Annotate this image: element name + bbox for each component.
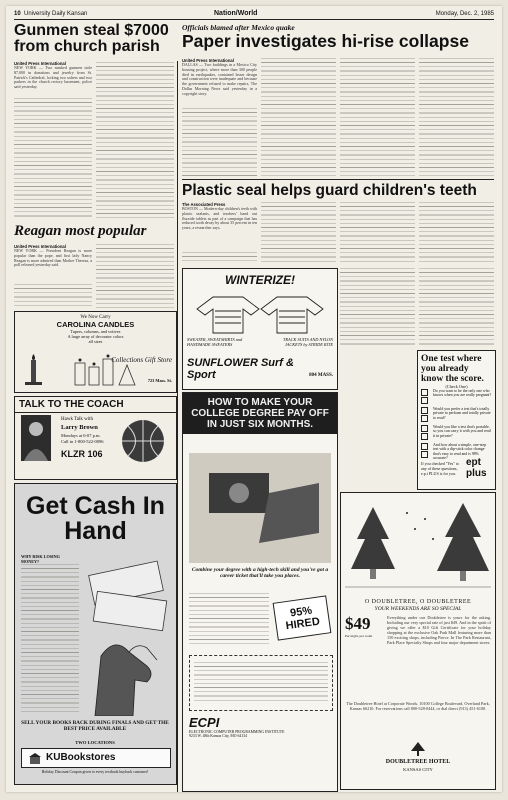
coach-ad	[14, 396, 177, 480]
doubletree-city: KANSAS CITY	[403, 767, 433, 772]
college-sub: Combine your degree with a high-tech skill and you've got a career ticket that'll take you places.	[191, 567, 329, 579]
plastic-body-col3	[340, 202, 415, 264]
basketball-icon	[117, 417, 169, 465]
college-address: 9233 W. 48th Kansas City, MO 64134	[189, 734, 247, 738]
college-headline: HOW TO MAKE YOUR COLLEGE DEGREE PAY OFF IN JUST SIX MONTHS.	[183, 393, 337, 434]
test-checkboxes	[421, 443, 431, 461]
doubletree-kicker: O DOUBLETREE, O DOUBLETREE	[364, 599, 472, 605]
college-brand-sub: ELECTRONIC COMPUTER PROGRAMMING INSTITUTE	[189, 730, 285, 734]
test-question: Would you like a test that's portable, so you can carry it with you and read it in private?	[433, 425, 491, 438]
mexico-body-col1	[182, 108, 257, 176]
doubletree-logo	[345, 741, 491, 757]
test-question: Do you want to be the only one who knows when you are really pregnant?	[433, 389, 492, 398]
reagan-column-1	[14, 244, 92, 268]
sweater-illustration	[193, 291, 327, 335]
plastic-body-col2	[261, 202, 336, 264]
sunflower-ad	[182, 268, 338, 390]
sunflower-right: TRACK SUITS AND NYLON JACKETS by STRIDE RITE	[283, 337, 333, 347]
test-checkbox-yes[interactable]	[421, 443, 428, 450]
doubletree-ad	[340, 492, 496, 790]
candles-line-2: A large array of decorator colors	[67, 334, 124, 339]
plastic-lede: BOSTON — Modern-day children's teeth with plastic sealants, and teachers' hand out fluoride tablets as part of a campaign that has reduced tooth decay by about 35 percent in ten years, a researcher says.	[182, 206, 257, 231]
test-question-row	[421, 389, 492, 404]
issue-date: Monday, Dec. 2, 1985	[435, 11, 494, 17]
tests-title: One test where you already know the score.	[421, 354, 484, 384]
test-question-row	[421, 407, 492, 422]
gunmen-lede: NEW YORK — Two masked gunmen stole $7,000 in donations and jewelry from St. Patrick's Cathedral, locking two ushers and two parkers in the church rectory basement, police said yesterday.	[14, 65, 92, 90]
plastic-story	[182, 183, 494, 199]
ept-test-ad	[417, 350, 496, 490]
test-checkbox-no[interactable]	[421, 415, 428, 422]
cash-ad	[14, 483, 177, 785]
plastic-body-col1	[182, 252, 257, 264]
coach-title: TALK TO THE COACH	[15, 397, 176, 413]
test-checkbox-no[interactable]	[421, 397, 428, 404]
coach-name: Larry Brown	[61, 424, 98, 431]
column-rule	[177, 61, 178, 792]
coach-photo	[21, 415, 51, 461]
sunflower-street: 804 MASS.	[309, 373, 333, 378]
cash-locations: TWO LOCATIONS	[75, 740, 115, 745]
candles-stick-icon	[17, 352, 51, 389]
reagan-body-col1	[14, 284, 92, 308]
test-checkboxes	[421, 407, 431, 422]
candles-line-3: all sizes	[88, 339, 103, 344]
test-checkbox-yes[interactable]	[421, 389, 428, 396]
candles-line-1: Tapers, columns, and votives	[70, 329, 121, 334]
gunmen-column-1	[14, 61, 92, 90]
kubookstores-logo	[21, 748, 171, 768]
mexico-body-col3	[340, 58, 415, 176]
candles-title: We Now Carry	[80, 315, 111, 320]
carolina-candles-ad	[14, 311, 177, 393]
masthead	[14, 9, 494, 20]
plastic-body-col4b	[419, 268, 494, 346]
sunflower-bottom: SUNFLOWER Surf & Sport	[187, 357, 294, 381]
mexico-body-col4	[419, 58, 494, 176]
coach-time: Mondays at 6-07 p.m.	[61, 433, 101, 438]
doubletree-kicker-2: YOUR WEEKENDS ARE SO SPECIAL	[374, 606, 462, 612]
candles-street: 723 Mass. St.	[147, 378, 172, 383]
tests-list	[421, 389, 492, 464]
cash-title: Get Cash In Hand	[26, 492, 165, 545]
plastic-headline: Plastic seal helps guard children's teeth	[182, 182, 477, 199]
test-checkbox-no[interactable]	[421, 433, 428, 440]
tests-check: (Check One)	[445, 384, 468, 389]
test-checkbox-yes[interactable]	[421, 425, 428, 432]
doubletree-price: $49	[345, 614, 371, 633]
tests-footer: If you checked "Yes" to any of these questions, e.p.t PLUS is for you.	[421, 461, 459, 476]
reagan-body-col2	[96, 244, 174, 308]
newspaper-page	[6, 6, 502, 792]
mexico-column-1	[182, 58, 257, 97]
tests-brand: ept plus	[466, 457, 487, 479]
college-brand-block	[189, 715, 331, 738]
college-body	[189, 593, 269, 647]
test-checkboxes	[421, 425, 431, 440]
gunmen-story	[14, 23, 174, 55]
gunmen-body-col1	[14, 98, 92, 220]
gunmen-headline: Gunmen steal $7000 from church parish	[14, 22, 169, 55]
gunmen-body-col2	[96, 62, 174, 220]
cash-footer: Holiday Discount Coupon given to every textbook buyback customer!	[41, 770, 149, 774]
test-question-row	[421, 425, 492, 440]
coach-sub: Hawk Talk with	[61, 417, 94, 422]
college-coupon	[189, 655, 333, 711]
section-rule	[182, 179, 494, 180]
cash-body	[21, 564, 79, 714]
doubletree-body: Everything under our Doubletree is yours for the asking. Including our very special rate of just $49. And in the spirit of giving we offer a $10 Gift Certificate for your holiday shopping at the exclusive Oak Park Mall featuring more than 150 exciting shops, including Pierce. In The Park Restaurant, Park Place Specialty Shops and four major department stores.	[387, 615, 491, 645]
doubletree-per: Per night, per room	[345, 634, 373, 638]
plastic-column-1	[182, 202, 257, 231]
test-checkbox-yes[interactable]	[421, 407, 428, 414]
coach-station: KLZR 106	[61, 449, 103, 459]
college-brand: ECPI	[189, 715, 220, 730]
sunflower-top: WINTERIZE!	[225, 273, 295, 287]
gunmen-byline: United Press International	[14, 61, 66, 66]
reagan-lede: NEW YORK — President Reagan is more popular than the pope, and first lady Nancy Reagan is more admired than Mother Theresa, a poll released yesterday said.	[14, 248, 92, 268]
cash-tagline: SELL YOUR BOOKS BACK DURING FINALS AND GET THE BEST PRICE AVAILABLE	[21, 720, 169, 732]
mexico-story	[182, 23, 494, 51]
page-number: 10 University Daily Kansan	[14, 11, 88, 17]
college-ad	[182, 392, 338, 792]
bookstore-building-icon	[28, 752, 42, 764]
mexico-kicker: Officials blamed after Mexico quake	[182, 23, 295, 32]
section-name: Nation/World	[214, 10, 258, 17]
doubletree-footer: The Doubletree Hotel at Corporate Woods, 10100 College Boulevard, Overland Park, Kansas 66210. For reservations call 800-528-0444, or dial direct (913) 451-6100.	[346, 701, 490, 711]
plastic-body-col4	[419, 202, 494, 264]
test-checkbox-no[interactable]	[421, 451, 428, 458]
plastic-byline: The Associated Press	[182, 202, 226, 207]
cash-brand: KUBookstores	[46, 752, 116, 763]
candles-brand: CAROLINA CANDLES	[56, 320, 135, 329]
test-checkboxes	[421, 389, 431, 404]
mexico-byline: United Press International	[182, 58, 234, 63]
money-illustration	[85, 556, 169, 716]
test-question: And how about a simple, one-step test with a dip-stick color change that's easy to read and is 98% accurate?	[433, 443, 487, 461]
doubletree-brand: DOUBLETREE HOTEL	[385, 759, 451, 765]
candles-store: Collections Gift Store	[111, 356, 172, 364]
reagan-story	[14, 224, 176, 239]
college-coupon-lines	[194, 662, 328, 702]
mexico-headline: Paper investigates hi-rise collapse	[182, 31, 469, 51]
reagan-byline: United Press International	[14, 244, 66, 249]
college-photo	[189, 453, 331, 563]
coach-phone: Call in 1-800-522-0096	[61, 439, 104, 444]
mexico-lede: DALLAS — Two buildings in a Mexico City housing project, where more than 300 people died in earthquakes, contained lesser design and construction were inadequate and because the government refused to make repairs, The Dallas Morning News said yesterday in a copyright story.	[182, 62, 257, 96]
christmas-trees-illustration	[345, 499, 491, 595]
test-question: Would you prefer a test that's totally private to perform and totally private to read?	[433, 407, 491, 420]
sunflower-left: SWEATER, SWEATSHIRTS and HANDMADE SWEATERS	[187, 337, 243, 347]
cash-question: WHY RISK LOSING MONEY?	[21, 554, 60, 564]
college-badge: 95% HIRED	[273, 595, 332, 640]
reagan-headline: Reagan most popular	[14, 223, 147, 239]
plastic-body-col3b	[340, 268, 415, 346]
mexico-body-col2	[261, 58, 336, 176]
